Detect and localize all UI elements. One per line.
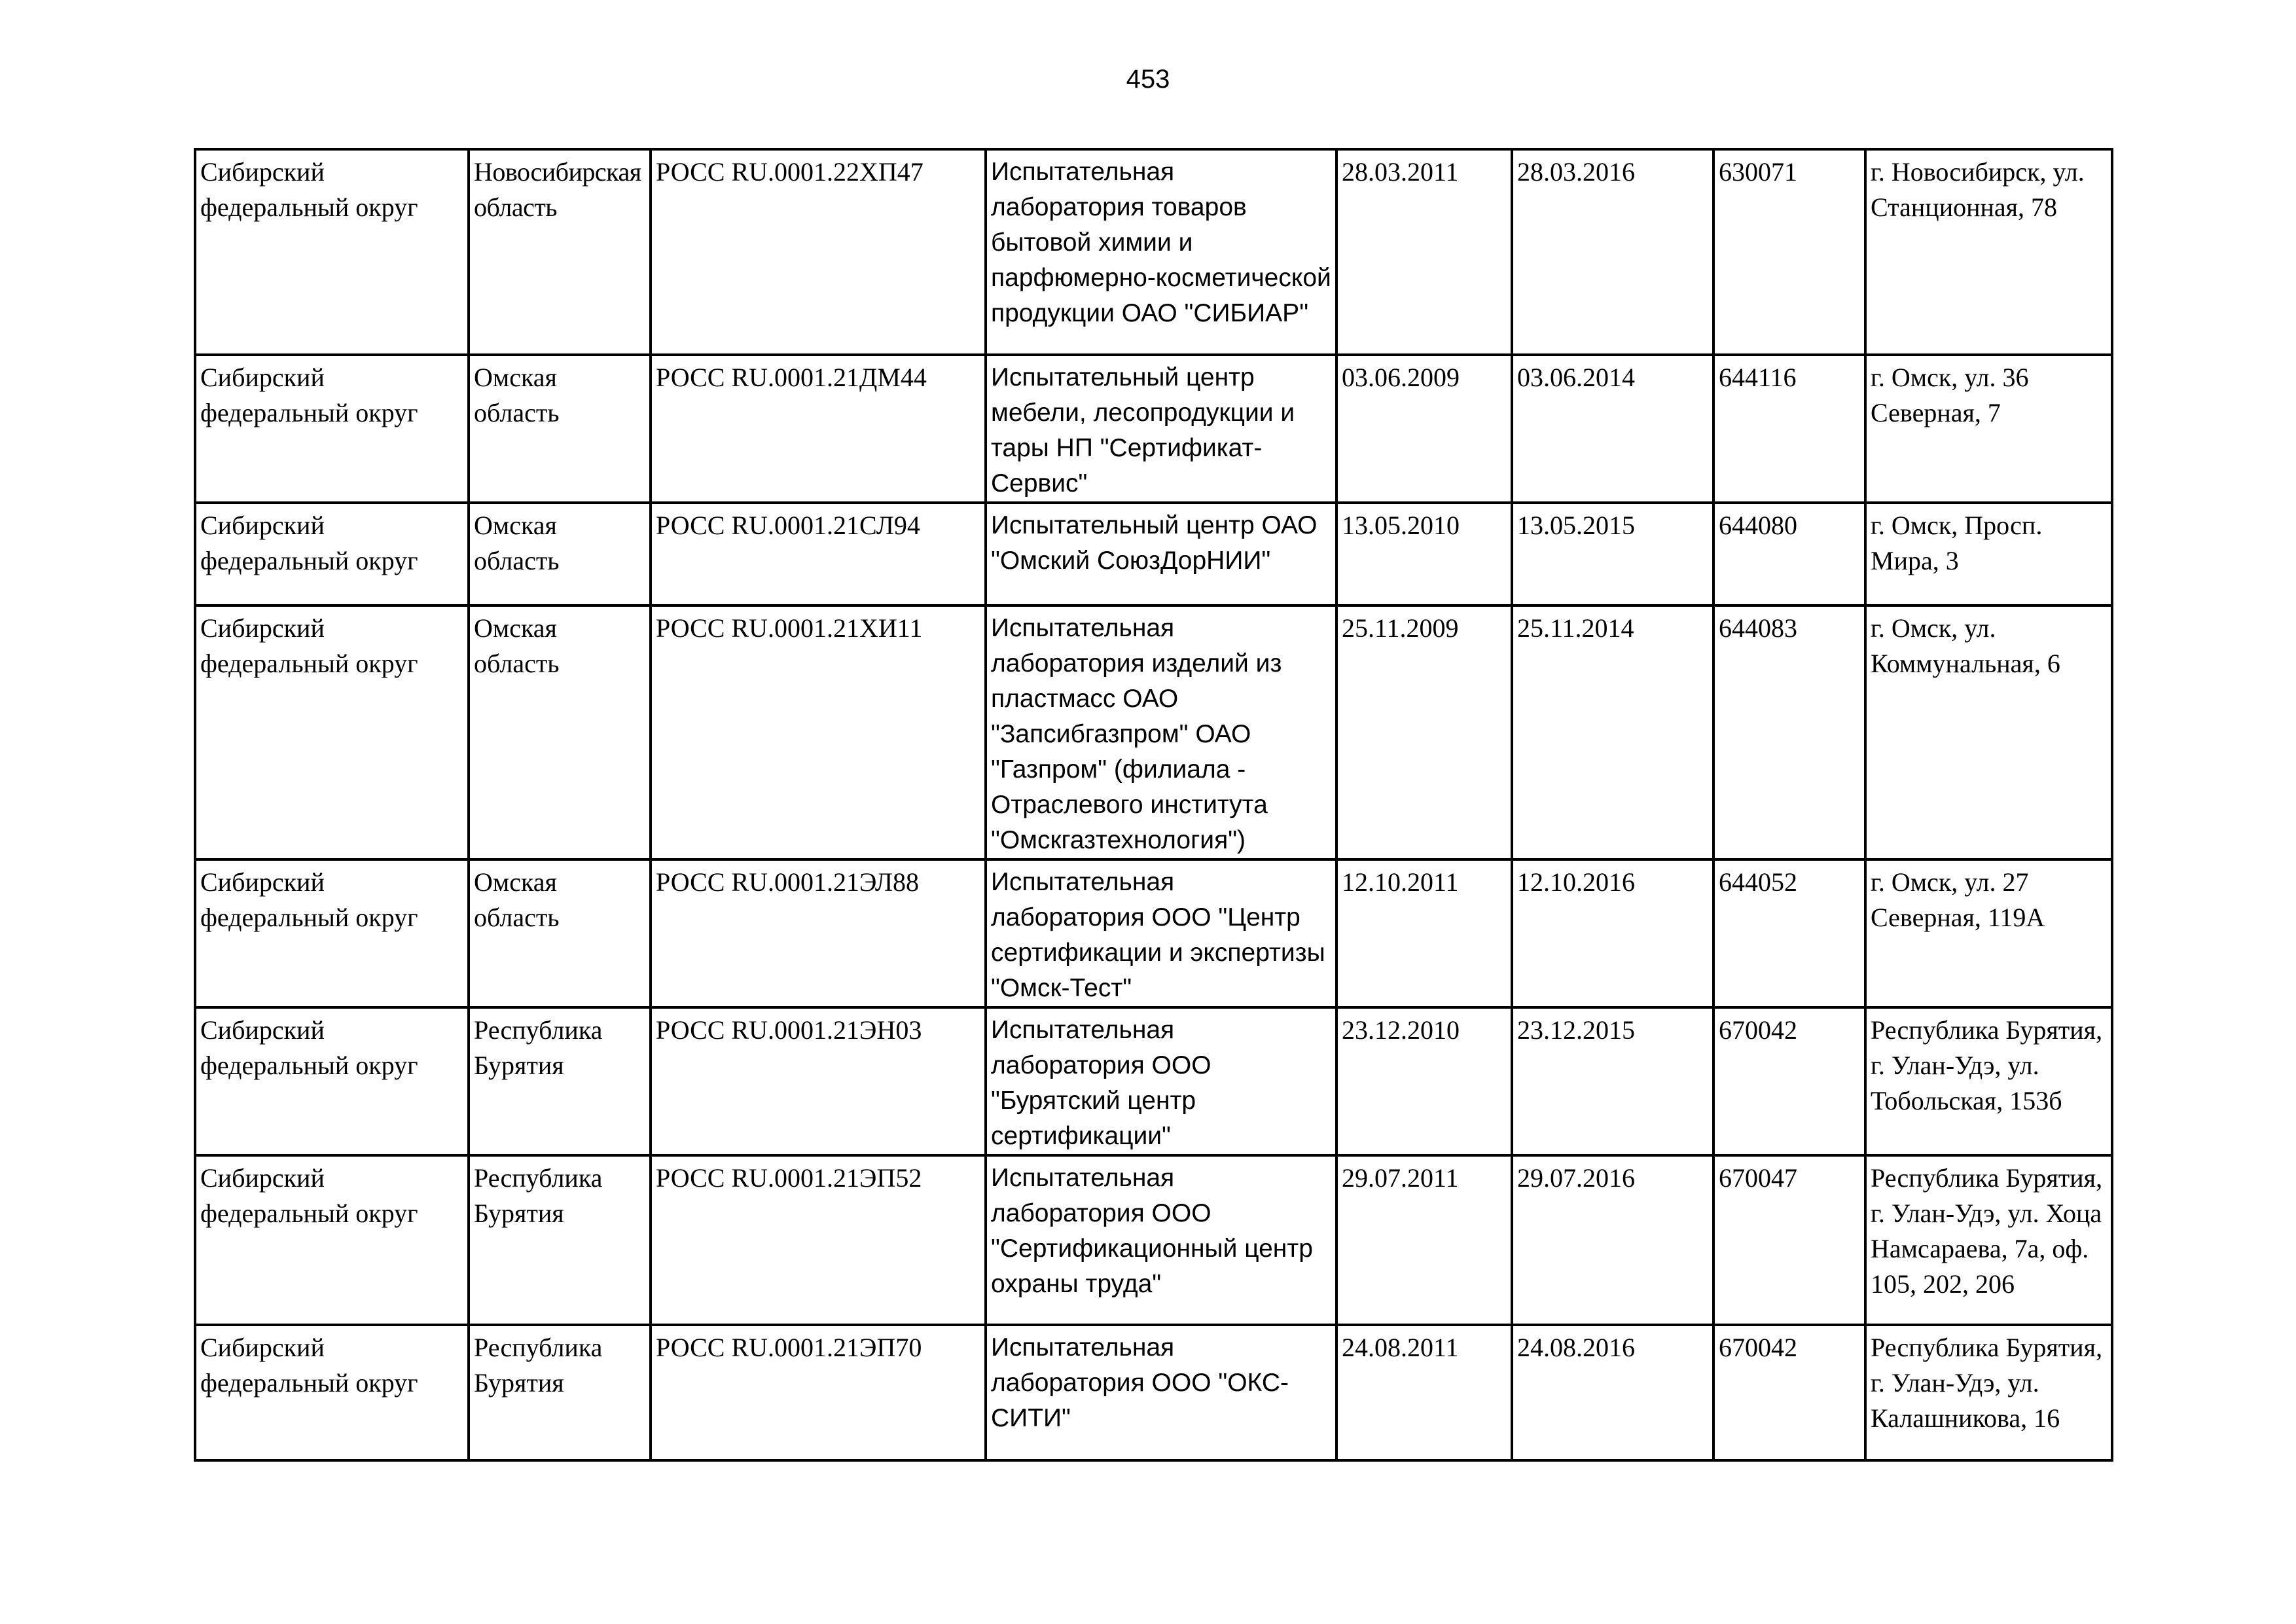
postal-code-cell: 670042 — [1713, 1325, 1865, 1460]
table-row — [195, 503, 2112, 605]
date-expires-cell: 03.06.2014 — [1512, 355, 1713, 503]
district-cell: Сибирский федеральный округ — [195, 1325, 469, 1460]
table-row — [195, 1007, 2112, 1155]
date-expires-cell: 24.08.2016 — [1512, 1325, 1713, 1460]
region-cell: Новосибирская область — [469, 149, 651, 355]
region-cell: Омская область — [469, 503, 651, 605]
date-issued-cell: 28.03.2011 — [1336, 149, 1512, 355]
table-row — [195, 859, 2112, 1007]
postal-code-cell: 670042 — [1713, 1007, 1865, 1155]
cert-number-cell: РОСС RU.0001.21ЭП52 — [651, 1155, 986, 1325]
date-expires-cell: 13.05.2015 — [1512, 503, 1713, 605]
district-cell: Сибирский федеральный округ — [195, 1007, 469, 1155]
table-row — [195, 149, 2112, 355]
date-expires-cell: 25.11.2014 — [1512, 605, 1713, 859]
laboratory-cell: Испытательный центр ОАО "Омский СоюзДорНИИ" — [986, 503, 1336, 605]
district-cell: Сибирский федеральный округ — [195, 149, 469, 355]
address-cell: Республика Бурятия, г. Улан-Удэ, ул. Тобольская, 153б — [1865, 1007, 2112, 1155]
laboratory-cell: Испытательная лаборатория изделий из пластмасс ОАО "Запсибгазпром" ОАО "Газпром" (филиала - Отраслевого института "Омскгазтехнология") — [986, 605, 1336, 859]
table-row — [195, 1325, 2112, 1460]
address-cell: г. Омск, ул. 27 Северная, 119А — [1865, 859, 2112, 1007]
address-cell: Республика Бурятия, г. Улан-Удэ, ул. Хоца Намсараева, 7а, оф. 105, 202, 206 — [1865, 1155, 2112, 1325]
table-row — [195, 605, 2112, 859]
laboratory-cell: Испытательная лаборатория ООО "Бурятский центр сертификации" — [986, 1007, 1336, 1155]
date-issued-cell: 23.12.2010 — [1336, 1007, 1512, 1155]
region-cell: Республика Бурятия — [469, 1007, 651, 1155]
address-cell: г. Омск, ул. Коммунальная, 6 — [1865, 605, 2112, 859]
postal-code-cell: 644052 — [1713, 859, 1865, 1007]
table-row — [195, 1155, 2112, 1325]
laboratory-registry-table — [194, 148, 2113, 1462]
region-cell: Республика Бурятия — [469, 1325, 651, 1460]
postal-code-cell: 670047 — [1713, 1155, 1865, 1325]
laboratory-cell: Испытательный центр мебели, лесопродукции и тары НП "Сертификат-Сервис" — [986, 355, 1336, 503]
cert-number-cell: РОСС RU.0001.22ХП47 — [651, 149, 986, 355]
table-row — [195, 355, 2112, 503]
cert-number-cell: РОСС RU.0001.21ЭЛ88 — [651, 859, 986, 1007]
date-expires-cell: 23.12.2015 — [1512, 1007, 1713, 1155]
region-cell: Омская область — [469, 355, 651, 503]
postal-code-cell: 644080 — [1713, 503, 1865, 605]
date-issued-cell: 24.08.2011 — [1336, 1325, 1512, 1460]
date-expires-cell: 29.07.2016 — [1512, 1155, 1713, 1325]
laboratory-cell: Испытательная лаборатория ООО "ОКС-СИТИ" — [986, 1325, 1336, 1460]
postal-code-cell: 630071 — [1713, 149, 1865, 355]
date-issued-cell: 25.11.2009 — [1336, 605, 1512, 859]
page-number: 453 — [1126, 65, 1170, 94]
address-cell: Республика Бурятия, г. Улан-Удэ, ул. Калашникова, 16 — [1865, 1325, 2112, 1460]
district-cell: Сибирский федеральный округ — [195, 503, 469, 605]
laboratory-cell: Испытательная лаборатория ООО "Центр сертификации и экспертизы "Омск-Тест" — [986, 859, 1336, 1007]
postal-code-cell: 644083 — [1713, 605, 1865, 859]
cert-number-cell: РОСС RU.0001.21ДМ44 — [651, 355, 986, 503]
address-cell: г. Омск, ул. 36 Северная, 7 — [1865, 355, 2112, 503]
date-issued-cell: 29.07.2011 — [1336, 1155, 1512, 1325]
district-cell: Сибирский федеральный округ — [195, 859, 469, 1007]
cert-number-cell: РОСС RU.0001.21ХИ11 — [651, 605, 986, 859]
date-issued-cell: 03.06.2009 — [1336, 355, 1512, 503]
date-expires-cell: 12.10.2016 — [1512, 859, 1713, 1007]
date-expires-cell: 28.03.2016 — [1512, 149, 1713, 355]
address-cell: г. Новосибирск, ул. Станционная, 78 — [1865, 149, 2112, 355]
cert-number-cell: РОСС RU.0001.21ЭН03 — [651, 1007, 986, 1155]
cert-number-cell: РОСС RU.0001.21СЛ94 — [651, 503, 986, 605]
address-cell: г. Омск, Просп. Мира, 3 — [1865, 503, 2112, 605]
region-cell: Республика Бурятия — [469, 1155, 651, 1325]
cert-number-cell: РОСС RU.0001.21ЭП70 — [651, 1325, 986, 1460]
date-issued-cell: 12.10.2011 — [1336, 859, 1512, 1007]
district-cell: Сибирский федеральный округ — [195, 605, 469, 859]
district-cell: Сибирский федеральный округ — [195, 1155, 469, 1325]
district-cell: Сибирский федеральный округ — [195, 355, 469, 503]
date-issued-cell: 13.05.2010 — [1336, 503, 1512, 605]
region-cell: Омская область — [469, 859, 651, 1007]
region-cell: Омская область — [469, 605, 651, 859]
laboratory-cell: Испытательная лаборатория товаров бытовой химии и парфюмерно-косметической продукции ОАО "СИБИАР" — [986, 149, 1336, 355]
postal-code-cell: 644116 — [1713, 355, 1865, 503]
laboratory-cell: Испытательная лаборатория ООО "Сертификационный центр охраны труда" — [986, 1155, 1336, 1325]
